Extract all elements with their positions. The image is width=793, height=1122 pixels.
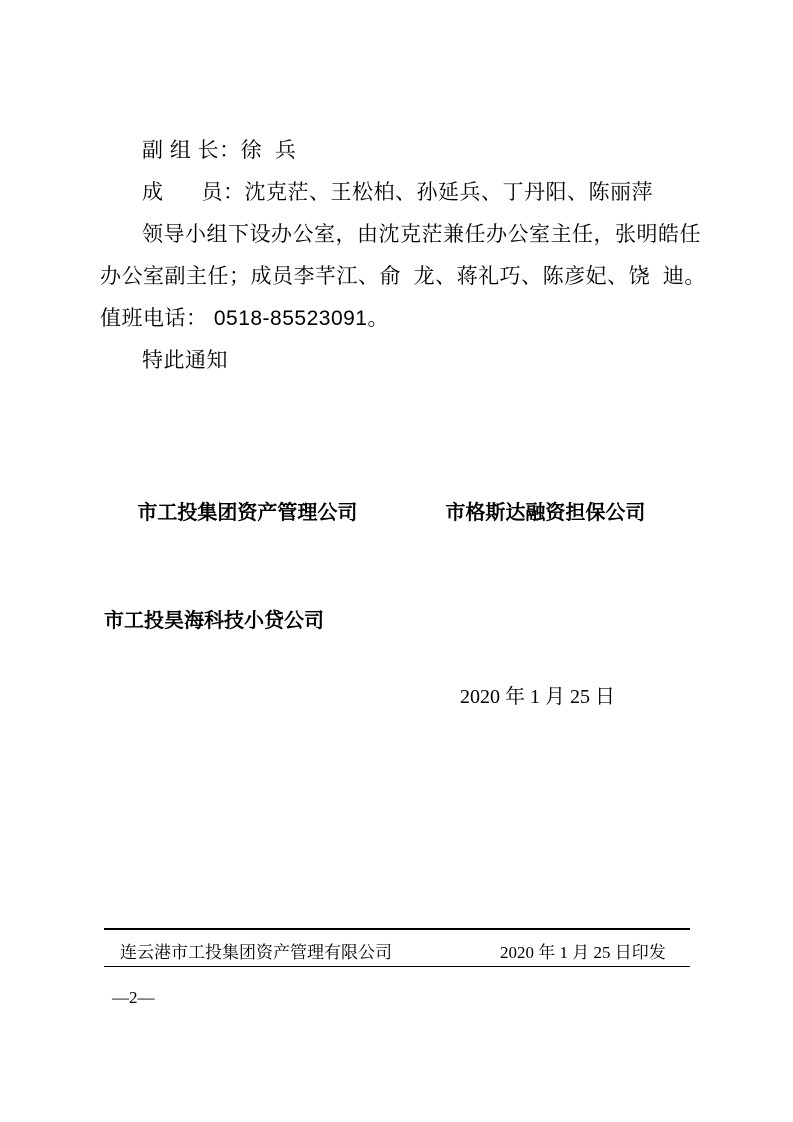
signature-company-3: 市工投昊海科技小贷公司 xyxy=(104,610,324,632)
signature-company-1: 市工投集团资产管理公司 xyxy=(137,502,358,524)
body-line: 办公室副主任；成员李芊江、俞 龙、蒋礼巧、陈彦妃、饶 迪。 xyxy=(100,265,706,288)
body-line: 值班电话： 0518-85523091。 xyxy=(100,307,389,330)
body-line: 副 组 长：徐 兵 xyxy=(142,139,297,162)
body-line: 领导小组下设办公室，由沈克茫兼任办公室主任，张明皓任 xyxy=(142,223,701,246)
signature-block xyxy=(104,462,724,564)
page-number: —2— xyxy=(112,988,155,1007)
footer-divider-top xyxy=(104,928,690,930)
footer-issue-date: 2020 年 1 月 25 日印发 xyxy=(500,943,666,962)
signature-company-2: 市格斯达融资担保公司 xyxy=(445,502,646,524)
body-line: 特此通知 xyxy=(142,349,228,372)
footer xyxy=(104,938,690,1018)
signature-row xyxy=(104,462,724,564)
footer-divider-bottom xyxy=(104,966,690,967)
body-line: 成 员：沈克茫、王松柏、孙延兵、丁丹阳、陈丽萍 xyxy=(142,181,654,204)
body-text-block xyxy=(100,130,706,382)
document-date: 2020 年 1 月 25 日 xyxy=(460,686,615,708)
footer-issuer: 连云港市工投集团资产管理有限公司 xyxy=(120,943,392,962)
